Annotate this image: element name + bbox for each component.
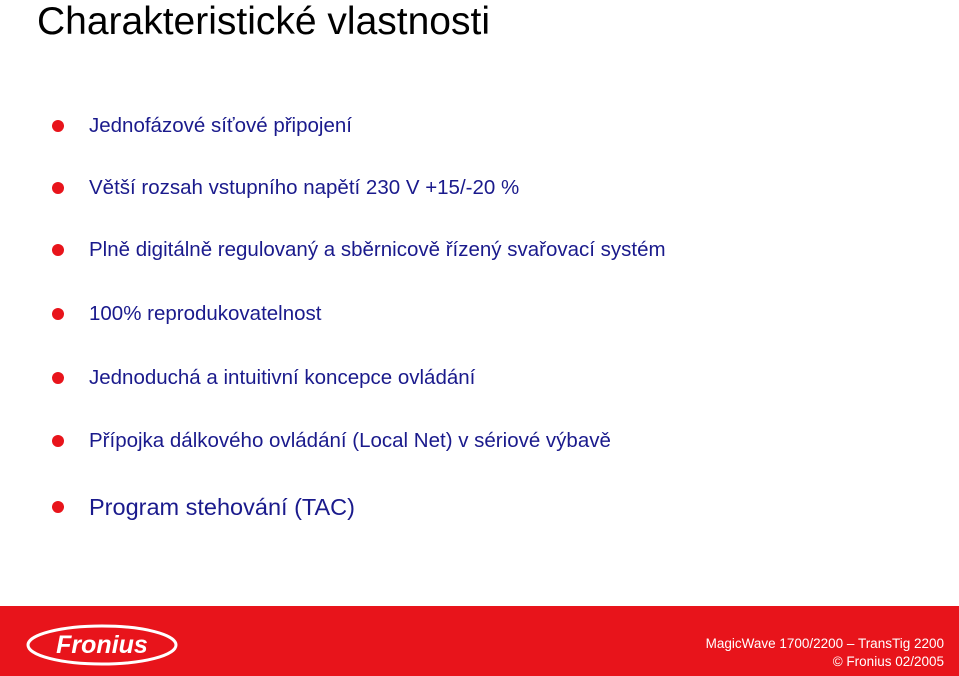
bullet-text: Jednoduchá a intuitivní koncepce ovládání (89, 366, 476, 389)
bullet-dot-icon (52, 182, 64, 194)
bullet-item (52, 111, 352, 141)
logo-text: Fronius (56, 631, 148, 659)
bullet-item (52, 173, 519, 203)
bullet-dot-icon (52, 501, 64, 513)
footer-bar (0, 606, 959, 676)
bullet-text: Větší rozsah vstupního napětí 230 V +15/-20 % (89, 176, 520, 199)
footer-product-line: MagicWave 1700/2200 – TransTig 2200 (705, 636, 944, 651)
footer-copyright: © Fronius 02/2005 (832, 654, 944, 669)
bullet-item (52, 363, 475, 393)
bullet-dot-icon (52, 435, 64, 447)
bullet-dot-icon (52, 308, 64, 320)
bullet-text: Program stehování (TAC) (89, 494, 355, 520)
fronius-logo-icon (26, 623, 178, 667)
bullet-item (52, 426, 611, 456)
bullet-dot-icon (52, 244, 64, 256)
slide-title: Charakteristické vlastnosti (37, 0, 490, 43)
bullet-text: 100% reprodukovatelnost (89, 302, 322, 325)
bullet-item (52, 299, 322, 329)
bullet-item (52, 235, 666, 265)
bullet-dot-icon (52, 120, 64, 132)
bullet-dot-icon (52, 372, 64, 384)
bullet-text: Jednofázové síťové připojení (89, 114, 352, 137)
bullet-text: Plně digitálně regulovaný a sběrnicově řízený svařovací systém (89, 238, 666, 261)
bullet-item (52, 492, 355, 522)
bullet-text: Přípojka dálkového ovládání (Local Net) v sériové výbavě (89, 429, 611, 452)
